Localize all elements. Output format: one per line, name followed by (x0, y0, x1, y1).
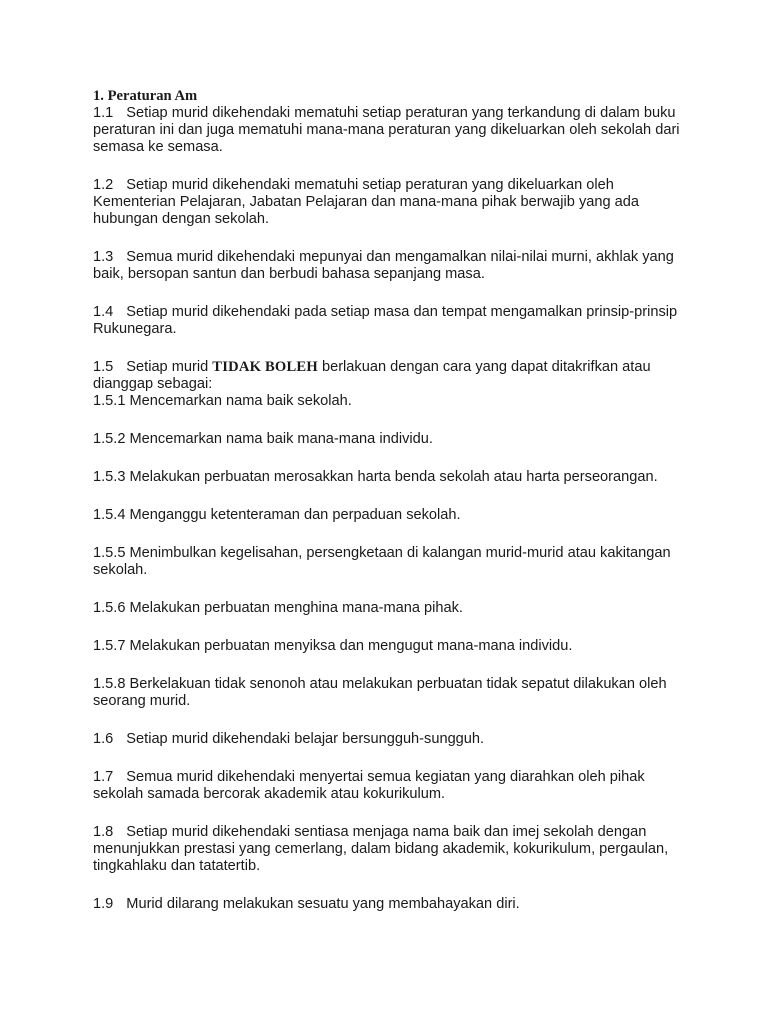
sub-rule-1-5-4: 1.5.4 Menganggu ketenteraman dan perpaduan sekolah. (93, 507, 461, 523)
rule-text: Semua murid dikehendaki menyertai semua kegiatan yang diarahkan oleh pihak sekolah samada bercorak akademik atau kokurikulum. (93, 769, 645, 802)
rule-number: 1.8 (93, 824, 114, 840)
sub-rule-1-5-3: 1.5.3 Melakukan perbuatan merosakkan harta benda sekolah atau harta perseorangan. (93, 469, 658, 485)
rule-1-6 (93, 731, 693, 748)
rule-text: Setiap murid dikehendaki mematuhi setiap peraturan yang terkandung di dalam buku peraturan ini dan juga mematuhi mana-mana peraturan yang dikeluarkan oleh sekolah dari semasa ke semasa. (93, 105, 680, 155)
sub-rule-1-5-2: 1.5.2 Mencemarkan nama baik mana-mana individu. (93, 431, 433, 447)
rule-1-3 (93, 249, 693, 283)
rule-text-before: Setiap murid (126, 359, 209, 375)
rule-1-2 (93, 177, 693, 228)
rule-number: 1.6 (93, 731, 114, 747)
rule-number: 1.7 (93, 769, 114, 785)
sub-rule-1-5-8: 1.5.8 Berkelakuan tidak senonoh atau melakukan perbuatan tidak sepatut dilakukan oleh seorang murid. (93, 676, 667, 709)
rule-text: Setiap murid dikehendaki belajar bersungguh-sungguh. (126, 731, 485, 747)
rule-number: 1.5 (93, 359, 114, 375)
rule-number: 1.2 (93, 177, 114, 193)
sub-rule-1-5-7: 1.5.7 Melakukan perbuatan menyiksa dan mengugut mana-mana individu. (93, 638, 573, 654)
rule-text: Semua murid dikehendaki mepunyai dan mengamalkan nilai-nilai murni, akhlak yang baik, bersopan santun dan berbudi bahasa sepanjang masa. (93, 249, 674, 282)
sub-rule-1-5-5: 1.5.5 Menimbulkan kegelisahan, persengketaan di kalangan murid-murid atau kakitangan sekolah. (93, 545, 671, 578)
rule-1-9 (93, 896, 693, 913)
rule-text-after: berlakuan dengan cara yang dapat ditakrifkan atau dianggap sebagai: (93, 359, 651, 392)
rule-1-7 (93, 769, 693, 803)
section-heading: 1. Peraturan Am (93, 88, 198, 104)
rule-number: 1.1 (93, 105, 114, 121)
rule-1-1 (93, 105, 693, 156)
rule-1-4 (93, 304, 693, 338)
document-body (93, 88, 693, 934)
rule-number: 1.3 (93, 249, 114, 265)
rule-1-8 (93, 824, 693, 875)
rule-text: Murid dilarang melakukan sesuatu yang membahayakan diri. (126, 896, 520, 912)
rule-text: Setiap murid dikehendaki pada setiap masa dan tempat mengamalkan prinsip-prinsip Rukunegara. (93, 304, 678, 337)
rule-text: Setiap murid dikehendaki sentiasa menjaga nama baik dan imej sekolah dengan menunjukkan prestasi yang cemerlang, dalam bidang akademik, kokurikulum, pergaulan, tingkahlaku dan tatatertib. (93, 824, 669, 874)
sub-rule-1-5-1: 1.5.1 Mencemarkan nama baik sekolah. (93, 393, 352, 409)
rule-text: Setiap murid dikehendaki mematuhi setiap peraturan yang dikeluarkan oleh Kementerian Pelajaran, Jabatan Pelajaran dan mana-mana pihak berwajib yang ada hubungan dengan sekolah. (93, 177, 639, 227)
rule-emphasis: TIDAK BOLEH (212, 359, 318, 375)
rule-number: 1.9 (93, 896, 114, 912)
rule-number: 1.4 (93, 304, 114, 320)
sub-rule-1-5-6: 1.5.6 Melakukan perbuatan menghina mana-mana pihak. (93, 600, 463, 616)
rule-1-5 (93, 359, 693, 393)
